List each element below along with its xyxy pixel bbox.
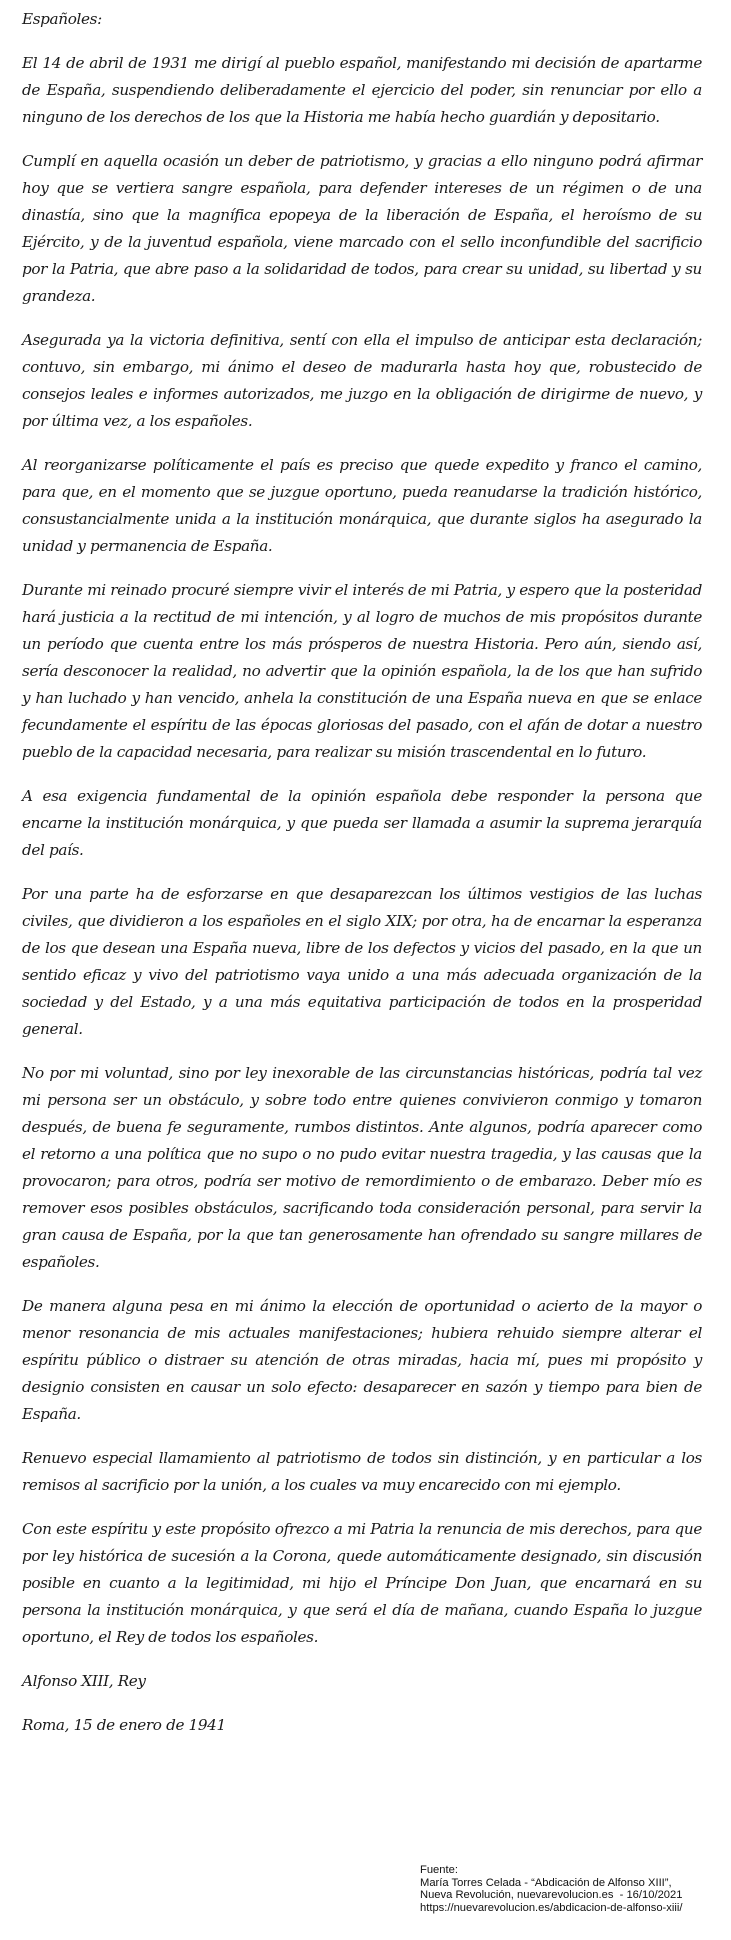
- abdication-document: [22, 6, 702, 1756]
- paragraph: El 14 de abril de 1931 me dirigí al pueblo español, manifestando mi decisión de apartarme de España, suspendiendo deliberadamente el ejercicio del poder, sin renunciar por ello a ninguno de los derechos de los que la Historia me había hecho guardián y depositario.: [22, 54, 702, 126]
- greeting: Españoles:: [22, 10, 102, 28]
- paragraph: No por mi voluntad, sino por ley inexorable de las circunstancias históricas, podría tal vez mi persona ser un obstáculo, y sobre todo entre quienes convivieron conmigo y tomaron después, de buena fe seguramente, rumbos distintos. Ante algunos, podría aparecer como el retorno a una política que no supo o no pudo evitar nuestra tragedia, y las causas que la provocaron; para otros, podría ser motivo de remordimiento o de embarazo. Deber mío es remover esos posibles obstáculos, sacrificando toda consideración personal, para servir la gran causa de España, por la que tan generosamente han ofrendado su sangre millares de españoles.: [22, 1064, 702, 1271]
- paragraph: Durante mi reinado procuré siempre vivir el interés de mi Patria, y espero que la posteridad hará justicia a la rectitud de mi intención, y al logro de muchos de mis propósitos durante un período que cuenta entre los más prósperos de nuestra Historia. Pero aún, siendo así, sería desconocer la realidad, no advertir que la opinión española, la de los que han sufrido y han luchado y han vencido, anhela la constitución de una España nueva en que se enlace fecundamente el espíritu de las épocas gloriosas del pasado, con el afán de dotar a nuestro pueblo de la capacidad necesaria, para realizar su misión trascendental en lo futuro.: [22, 581, 702, 761]
- paragraph: Por una parte ha de esforzarse en que desaparezcan los últimos vestigios de las luchas civiles, que dividieron a los españoles en el siglo XIX; por otra, ha de encarnar la esperanza de los que desean una España nueva, libre de los defectos y vicios del pasado, en la que un sentido eficaz y vivo del patriotismo vaya unido a una más adecuada organización de la sociedad y del Estado, y a una más equitativa participación de todos en la prosperidad general.: [22, 885, 702, 1038]
- source-citation-title: María Torres Celada - “Abdicación de Alfonso XIII”,: [420, 1876, 672, 1889]
- paragraph: Cumplí en aquella ocasión un deber de patriotismo, y gracias a ello ninguno podrá afirmar hoy que se vertiera sangre española, para defender intereses de un régimen o de una dinastía, sino que la magnífica epopeya de la liberación de España, el heroísmo de su Ejército, y de la juventud española, viene marcado con el sello inconfundible del sacrificio por la Patria, que abre paso a la solidaridad de todos, para crear su unidad, su libertad y su grandeza.: [22, 152, 702, 305]
- source-url[interactable]: https://nuevarevolucion.es/abdicacion-de-alfonso-xiii/: [420, 1901, 683, 1914]
- paragraph: Renuevo especial llamamiento al patriotismo de todos sin distinción, y en particular a los remisos al sacrificio por la unión, a los cuales va muy encarecido con mi ejemplo.: [22, 1449, 702, 1494]
- paragraph: Asegurada ya la victoria definitiva, sentí con ella el impulso de anticipar esta declaración; contuvo, sin embargo, mi ánimo el deseo de madurarla hasta hoy que, robustecido de consejos leales e informes autorizados, me juzgo en la obligación de dirigirme de nuevo, y por última vez, a los españoles.: [22, 331, 702, 430]
- source-citation: [420, 1864, 725, 1914]
- source-publication: Nueva Revolución, nuevarevolucion.es - 16/10/2021: [420, 1889, 683, 1901]
- place-date: Roma, 15 de enero de 1941: [22, 1716, 226, 1734]
- paragraph: Con este espíritu y este propósito ofrezco a mi Patria la renuncia de mis derechos, para que por ley histórica de sucesión a la Corona, quede automáticamente designado, sin discusión posible en cuanto a la legitimidad, mi hijo el Príncipe Don Juan, que encarnará en su persona la institución monárquica, y que será el día de mañana, cuando España lo juzgue oportuno, el Rey de todos los españoles.: [22, 1520, 702, 1646]
- paragraph: A esa exigencia fundamental de la opinión española debe responder la persona que encarne la institución monárquica, y que pueda ser llamada a asumir la suprema jerarquía del país.: [22, 787, 702, 859]
- paragraph: De manera alguna pesa en mi ánimo la elección de oportunidad o acierto de la mayor o menor resonancia de mis actuales manifestaciones; hubiera rehuido siempre alterar el espíritu público o distraer su atención de otras miradas, hacia mí, pues mi propósito y designio consisten en causar un solo efecto: desaparecer en sazón y tiempo para bien de España.: [22, 1297, 702, 1423]
- source-label: Fuente:: [420, 1864, 458, 1876]
- signature: Alfonso XIII, Rey: [22, 1672, 146, 1690]
- paragraph: Al reorganizarse políticamente el país es preciso que quede expedito y franco el camino, para que, en el momento que se juzgue oportuno, pueda reanudarse la tradición histórico, consustancialmente unida a la institución monárquica, que durante siglos ha asegurado la unidad y permanencia de España.: [22, 456, 702, 555]
